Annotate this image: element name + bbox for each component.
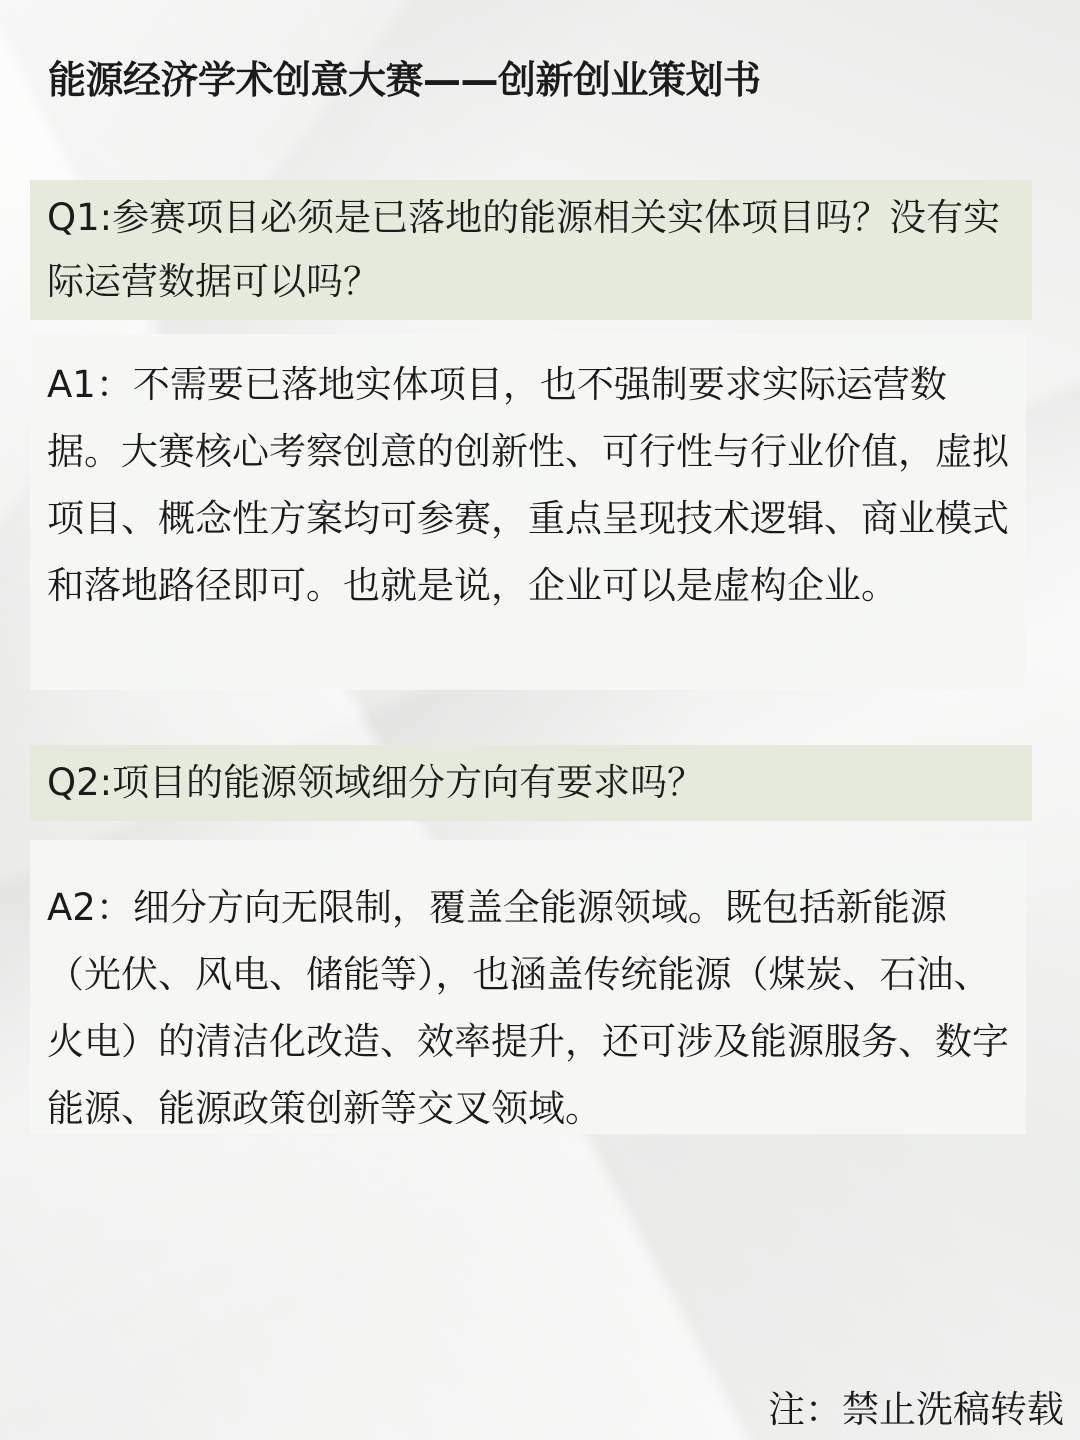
answer-2: A2：细分方向无限制，覆盖全能源领域。既包括新能源（光伏、风电、储能等），也涵盖传统能源（煤炭、石油、火电）的清洁化改造、效率提升，还可涉及能源服务、数字能源、能源政策创新等交叉领域。 bbox=[30, 840, 1026, 1134]
copyright-note: 注：禁止洗稿转载 bbox=[768, 1388, 1064, 1431]
question-2: Q2:项目的能源领域细分方向有要求吗？ bbox=[30, 745, 1032, 821]
question-1: Q1:参赛项目必须是已落地的能源相关实体项目吗？没有实际运营数据可以吗？ bbox=[30, 180, 1032, 320]
page-title: 能源经济学术创意大赛——创新创业策划书 bbox=[48, 58, 761, 102]
answer-1: A1：不需要已落地实体项目，也不强制要求实际运营数据。大赛核心考察创意的创新性、可行性与行业价值，虚拟项目、概念性方案均可参赛，重点呈现技术逻辑、商业模式和落地路径即可。也就是说，企业可以是虚构企业。 bbox=[30, 334, 1026, 690]
